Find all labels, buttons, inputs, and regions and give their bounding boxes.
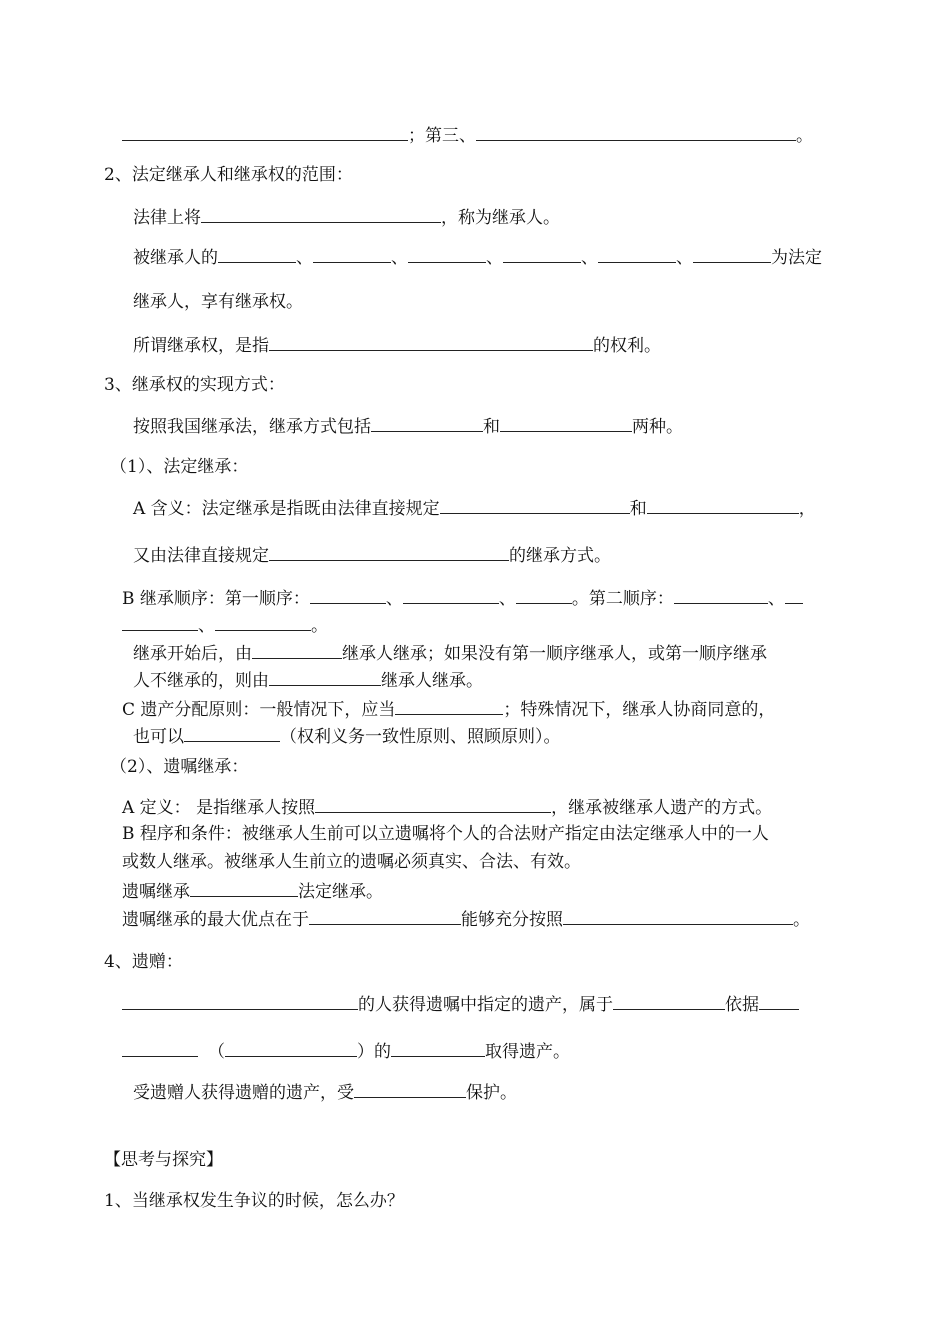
- section-4-title: 4、遗赠：: [104, 952, 183, 972]
- blank[interactable]: [440, 497, 630, 514]
- blank[interactable]: [476, 124, 796, 141]
- blank[interactable]: [269, 334, 593, 351]
- s4-line-c: 受遗赠人获得遗赠的遗产，受 保护。: [133, 1083, 517, 1103]
- p1-line-b: 又由法律直接规定 的继承方式。: [133, 546, 611, 566]
- blank[interactable]: [598, 246, 676, 263]
- blank[interactable]: [674, 587, 768, 604]
- section-2-title: 2、法定继承人和继承权的范围：: [104, 165, 353, 185]
- blank[interactable]: [122, 124, 408, 141]
- p1-line-f: 人不继承的，则由 继承人继承。: [133, 671, 483, 691]
- p1-line-a: A 含义：法定继承是指既由法律直接规定 和 ，: [133, 499, 816, 519]
- line-third-item: ；第三、 。: [122, 124, 813, 146]
- s2-line-b: 被继承人的 、 、 、 、 、 为法定: [133, 248, 822, 268]
- blank[interactable]: [403, 587, 499, 604]
- p1-line-e: 继承开始后，由 继承人继承；如果没有第一顺序继承人，或第一顺序继承: [133, 644, 767, 664]
- s2-line-d: 所谓继承权，是指 的权利。: [133, 336, 661, 356]
- blank[interactable]: [613, 993, 725, 1010]
- blank[interactable]: [391, 1040, 485, 1057]
- blank[interactable]: [563, 908, 793, 925]
- blank[interactable]: [310, 587, 386, 604]
- blank[interactable]: [785, 587, 803, 604]
- blank[interactable]: [503, 246, 581, 263]
- blank[interactable]: [184, 725, 280, 742]
- blank[interactable]: [225, 1040, 357, 1057]
- blank[interactable]: [122, 993, 358, 1010]
- p2-line-a: A 定义： 是指继承人按照 ，继承被继承人遗产的方式。: [122, 798, 773, 818]
- blank[interactable]: [395, 698, 503, 715]
- blank[interactable]: [500, 415, 632, 432]
- s2-line-c: 继承人，享有继承权。: [133, 292, 303, 312]
- section-3-title: 3、继承权的实现方式：: [104, 375, 285, 395]
- part-1-title: （1）、法定继承：: [110, 457, 249, 477]
- blank[interactable]: [408, 246, 486, 263]
- part-2-title: （2）、遗嘱继承：: [110, 757, 249, 777]
- blank[interactable]: [315, 796, 551, 813]
- s4-line-b: （ ）的 取得遗产。: [122, 1040, 570, 1062]
- blank[interactable]: [647, 497, 799, 514]
- blank[interactable]: [354, 1081, 466, 1098]
- s3-line-a: 按照我国继承法，继承方式包括 和 两种。: [133, 417, 683, 437]
- blank[interactable]: [309, 908, 461, 925]
- think-question-1: 1、当继承权发生争议的时候，怎么办？: [104, 1191, 404, 1211]
- blank[interactable]: [190, 880, 298, 897]
- blank[interactable]: [215, 614, 311, 631]
- p1-line-d: 、 。: [122, 614, 328, 636]
- blank[interactable]: [252, 642, 342, 659]
- blank[interactable]: [201, 206, 441, 223]
- p1-line-g: C 遗产分配原则：一般情况下，应当 ；特殊情况下，继承人协商同意的，: [122, 700, 776, 720]
- p1-line-c: B 继承顺序：第一顺序： 、 、 。第二顺序： 、: [122, 587, 803, 609]
- blank[interactable]: [218, 246, 296, 263]
- blank[interactable]: [371, 415, 483, 432]
- blank[interactable]: [269, 669, 381, 686]
- blank[interactable]: [269, 544, 509, 561]
- p1-line-h: 也可以 （权利义务一致性原则、照顾原则）。: [133, 727, 561, 747]
- blank[interactable]: [122, 1040, 198, 1057]
- p2-line-c: 或数人继承。被继承人生前立的遗嘱必须真实、合法、有效。: [122, 852, 581, 872]
- blank[interactable]: [516, 587, 572, 604]
- p2-line-e: 遗嘱继承的最大优点在于 能够充分按照 。: [122, 910, 810, 930]
- s2-line-a: 法律上将 ，称为继承人。: [133, 208, 560, 228]
- p2-line-b: B 程序和条件：被继承人生前可以立遗嘱将个人的合法财产指定由法定继承人中的一人: [122, 824, 769, 844]
- blank[interactable]: [759, 993, 799, 1010]
- think-explore-heading: 【思考与探究】: [104, 1150, 223, 1170]
- p2-line-d: 遗嘱继承 法定继承。: [122, 882, 383, 902]
- blank[interactable]: [122, 614, 198, 631]
- blank[interactable]: [313, 246, 391, 263]
- blank[interactable]: [693, 246, 771, 263]
- s4-line-a: 的人获得遗嘱中指定的遗产，属于 依据: [122, 993, 799, 1015]
